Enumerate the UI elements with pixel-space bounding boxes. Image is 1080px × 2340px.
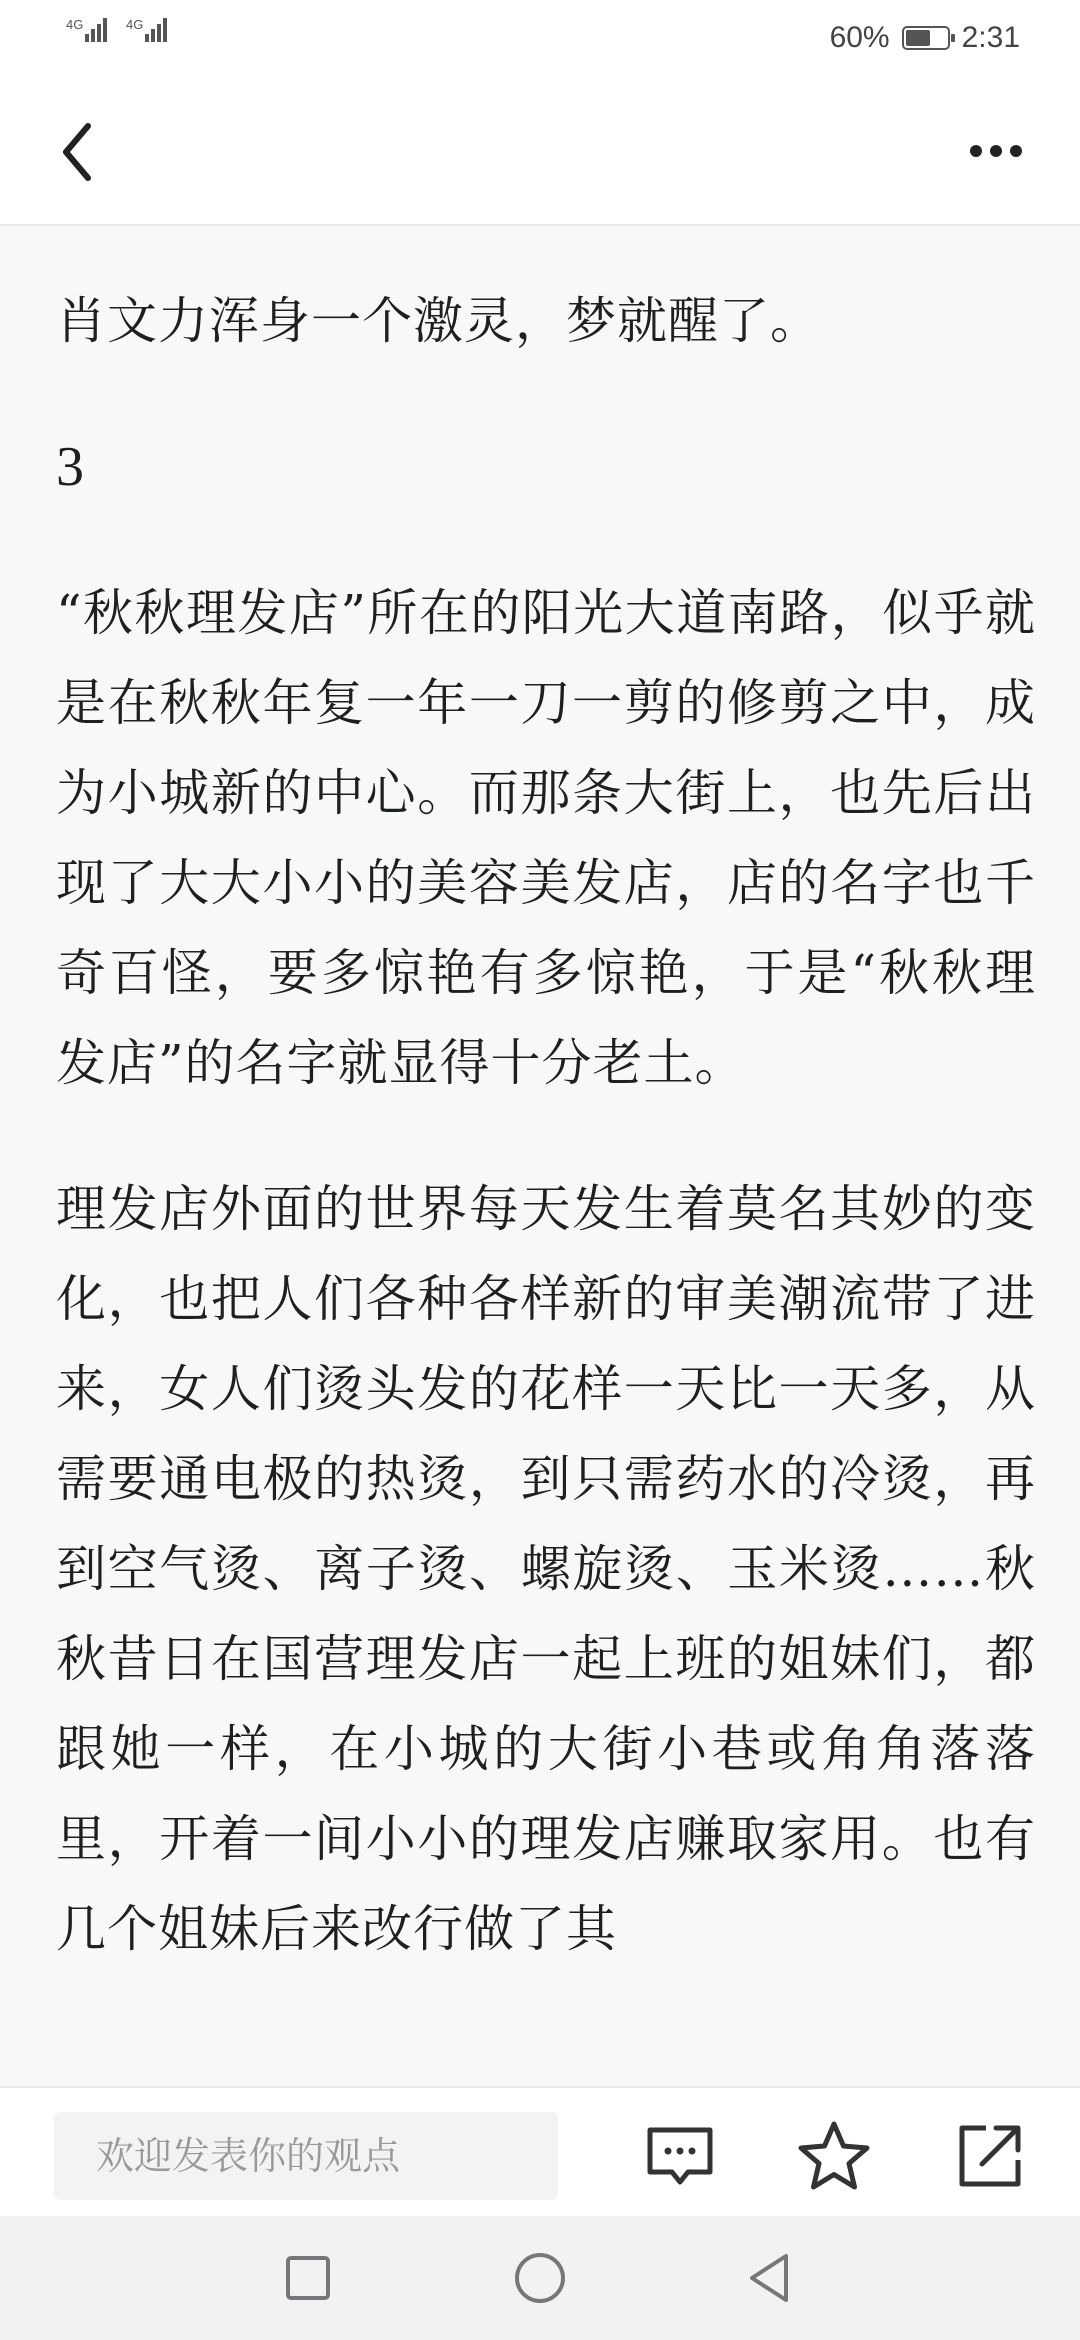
recent-apps-button[interactable] — [278, 2248, 338, 2308]
signal-icon — [126, 18, 169, 42]
clock: 2:31 — [961, 21, 1020, 54]
system-nav-bar — [0, 2216, 1080, 2340]
share-button[interactable] — [950, 2118, 1030, 2194]
article-paragraph: “秋秋理发店”所在的阳光大道南路，似乎就是在秋秋年复一年一刀一剪的修剪之中，成为小城新的中心。而那条大街上，也先后出现了大大小小的美容美发店，店的名字也千奇百怪，要多惊艳有多惊艳，于是“秋秋理发店”的名字就显得十分老土。 — [56, 584, 1036, 1092]
home-button[interactable] — [510, 2248, 570, 2308]
share-icon — [950, 2118, 1030, 2194]
circle-icon — [510, 2248, 570, 2308]
system-back-button[interactable] — [740, 2248, 800, 2308]
signal-icon — [66, 18, 109, 42]
comment-icon — [640, 2118, 720, 2194]
comment-input[interactable]: 欢迎发表你的观点 — [54, 2112, 558, 2200]
article-paragraph: 肖文力浑身一个激灵，梦就醒了。 — [56, 292, 821, 350]
more-horizontal-icon — [950, 116, 1040, 186]
battery-fill — [906, 30, 930, 46]
square-icon — [278, 2248, 338, 2308]
favorite-button[interactable] — [794, 2118, 874, 2194]
section-number: 3 — [56, 436, 85, 498]
more-button[interactable] — [950, 116, 1040, 186]
battery-icon — [902, 26, 950, 50]
triangle-back-icon — [740, 2248, 800, 2308]
status-bar — [0, 0, 1080, 76]
star-icon — [794, 2118, 874, 2194]
top-nav-bar — [0, 76, 1080, 226]
article-paragraph: 理发店外面的世界每天发生着莫名其妙的变化，也把人们各种各样新的审美潮流带了进来，女人们烫头发的花样一天比一天多，从需要通电极的热烫，到只需药水的冷烫，再到空气烫、离子烫、螺旋烫、玉米烫……秋秋昔日在国营理发店一起上班的姐妹们，都跟她一样，在小城的大街小巷或角角落落里，开着一间小小的理发店赚取家用。也有几个姐妹后来改行做了其 — [56, 1180, 1036, 1958]
status-right — [830, 18, 1020, 58]
network-type-label: 4G — [126, 17, 144, 32]
bottom-action-bar — [0, 2086, 1080, 2216]
comment-button[interactable] — [640, 2118, 720, 2194]
network-type-label: 4G — [66, 17, 84, 32]
back-button[interactable] — [44, 106, 124, 196]
battery-percentage: 60% — [829, 21, 890, 54]
article-body — [56, 226, 1036, 2086]
chevron-left-icon — [44, 106, 124, 196]
